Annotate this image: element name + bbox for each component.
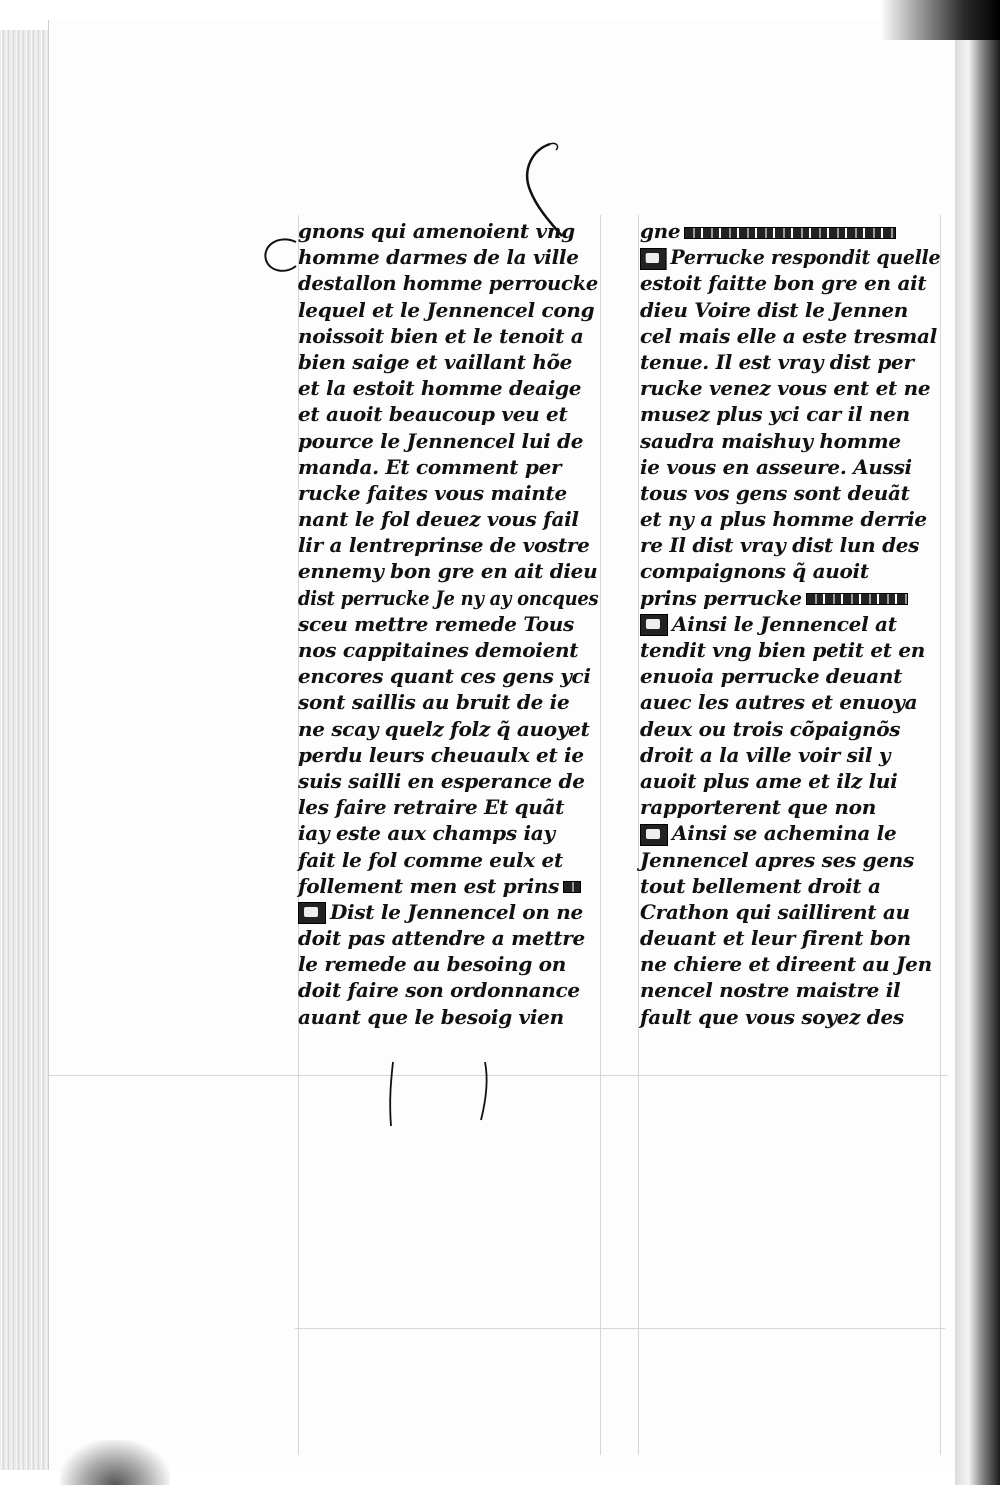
text-line: fait le fol comme eulx et	[298, 847, 563, 872]
text-line: re Il dist vray dist lun des	[640, 533, 920, 558]
text-line-content: Perrucke respondit quelle	[670, 245, 941, 270]
text-line: iay este aux champs iay	[298, 821, 555, 846]
text-line: suis sailli en esperance de	[298, 768, 585, 793]
ruling-line-vertical	[600, 215, 601, 1455]
text-line	[640, 820, 940, 846]
text-line: et auoit beaucoup veu et	[298, 402, 568, 427]
text-line: saudra maishuy homme	[640, 428, 901, 453]
text-line: auec les autres et enuoya	[640, 690, 918, 715]
flourish-stroke-bottom	[385, 1060, 505, 1130]
text-line: rapporterent que non	[640, 795, 876, 820]
text-line: nant le fol deuez vous fail	[298, 507, 579, 532]
text-line: musez plus yci car il nen	[640, 402, 910, 427]
text-line: Jennencel apres ses gens	[640, 847, 914, 872]
decorated-initial	[640, 614, 668, 636]
text-line: nos cappitaines demoient	[298, 638, 579, 662]
text-line: doit pas attendre a mettre	[298, 926, 585, 951]
text-line: tendit vng bien petit et en	[640, 638, 926, 662]
decorated-initial	[640, 248, 667, 270]
text-line-content: follement men est prins	[298, 873, 560, 898]
text-line: doit faire son ordonnance	[298, 978, 580, 1003]
text-line: auant que le besoig vien	[298, 1004, 564, 1029]
text-line: enuoia perrucke deuant	[640, 664, 903, 689]
text-line: et la estoit homme deaige	[298, 376, 582, 401]
text-line: noissoit bien et le tenoit a	[298, 323, 584, 348]
text-line: bien saige et vaillant hõe	[298, 349, 573, 374]
text-line: cel mais elle a este tresmal	[640, 323, 937, 348]
line-filler	[684, 227, 896, 239]
text-line: tenue. Il est vray dist per	[640, 349, 914, 374]
page-edges-right	[955, 0, 1000, 1485]
right-text-column	[640, 218, 940, 1030]
line-filler	[806, 593, 908, 605]
text-line: auoit plus ame et ilz lui	[640, 768, 898, 793]
text-line: ennemy bon gre en ait dieu	[298, 559, 598, 584]
text-line	[640, 218, 940, 244]
text-line	[640, 585, 940, 611]
text-line: rucke faites vous mainte	[298, 480, 567, 505]
decorated-initial	[298, 902, 326, 924]
text-line: sceu mettre remede Tous	[298, 611, 574, 636]
text-line-content: gne	[640, 219, 681, 243]
thumb-shadow	[60, 1440, 170, 1485]
text-line: gnons qui amenoient vng	[298, 219, 575, 243]
text-line: homme darmes de la ville	[298, 245, 579, 270]
text-line: compaignons q̃ auoit	[640, 559, 869, 584]
text-line: sont saillis au bruit de ie	[298, 690, 570, 715]
ruling-line-horizontal	[295, 1328, 945, 1329]
text-line: estoit faitte bon gre en ait	[640, 271, 927, 296]
text-line	[298, 899, 598, 925]
text-line: deuant et leur firent bon	[640, 926, 911, 951]
text-line: lequel et le Jennencel cong	[298, 297, 595, 322]
text-line	[640, 611, 940, 637]
text-line: nencel nostre maistre il	[640, 978, 901, 1003]
text-line	[640, 244, 941, 270]
ruling-line-vertical	[940, 215, 941, 1455]
left-text-column	[298, 218, 598, 1030]
text-line-content: Dist le Jennencel on ne	[330, 899, 583, 924]
text-line: tout bellement droit a	[640, 873, 881, 898]
text-line: les faire retraire Et quãt	[298, 795, 565, 820]
text-line	[298, 873, 598, 899]
text-line: pource le Jennencel lui de	[298, 428, 584, 453]
text-line: perdu leurs cheuaulx et ie	[298, 742, 584, 767]
scan-shadow-top	[880, 0, 1000, 40]
text-line: ie vous en asseure. Aussi	[640, 454, 912, 479]
text-line: le remede au besoing on	[298, 952, 566, 977]
text-line: fault que vous soyez des	[640, 1004, 904, 1029]
text-line: tous vos gens sont deuãt	[640, 480, 910, 505]
text-line: Crathon qui saillirent au	[640, 899, 910, 924]
text-line: manda. Et comment per	[298, 454, 562, 479]
text-line: ne scay quelz folz q̃ auoyet	[298, 716, 590, 741]
flourish-stroke-left	[258, 228, 298, 278]
text-line: dieu Voire dist le Jennen	[640, 297, 909, 322]
text-line-content: prins perrucke	[640, 585, 802, 610]
page-edges-left	[0, 30, 48, 1470]
text-line-content: Ainsi le Jennencel at	[672, 611, 897, 636]
ruling-line-vertical	[638, 215, 639, 1455]
text-line: rucke venez vous ent et ne	[640, 376, 931, 401]
text-line: destallon homme perroucke	[298, 271, 598, 296]
decorated-initial	[640, 824, 668, 846]
text-line: ne chiere et direent au Jen	[640, 952, 932, 977]
text-line: lir a lentreprinse de vostre	[298, 533, 590, 558]
line-filler	[563, 881, 581, 893]
text-line: encores quant ces gens yci	[298, 664, 591, 689]
text-line: et ny a plus homme derrie	[640, 507, 927, 532]
text-line: droit a la ville voir sil y	[640, 742, 891, 767]
text-line: dist perrucke Je ny ay oncques	[298, 585, 599, 610]
text-line: deux ou trois cõpaignõs	[640, 716, 901, 741]
text-line-content: Ainsi se achemina le	[672, 821, 897, 846]
